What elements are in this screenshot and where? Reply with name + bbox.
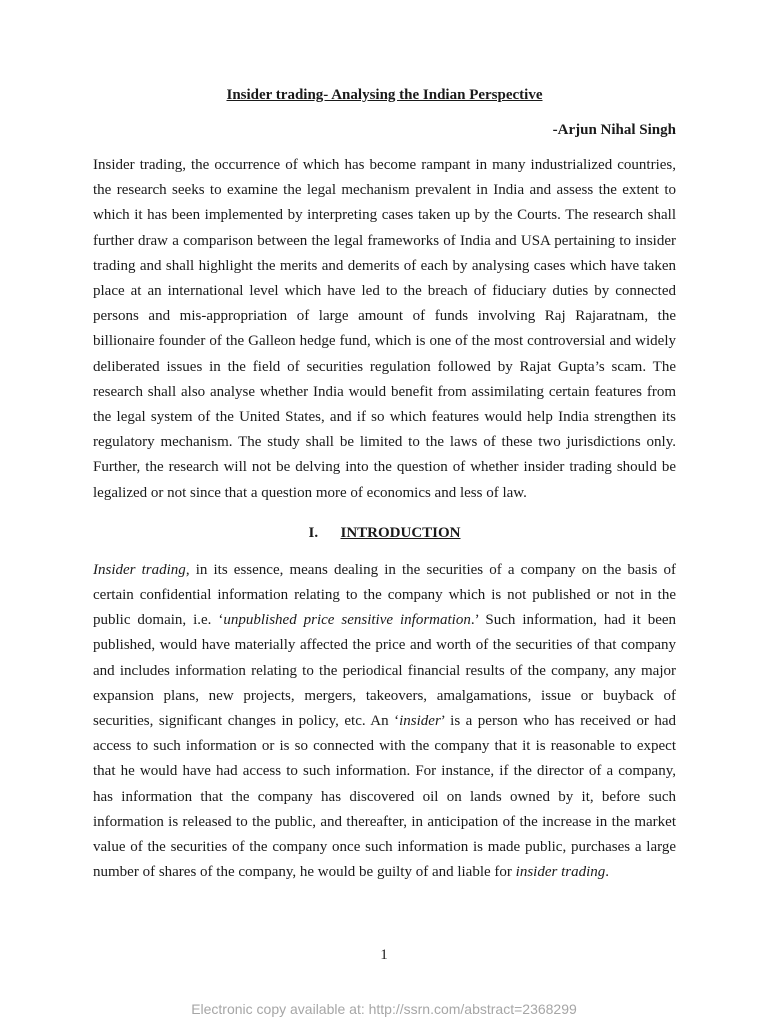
page-number: 1 [380,947,388,963]
document-page [93,84,676,885]
section-heading [93,522,676,544]
document-title: Insider trading- Analysing the Indian Perspective [226,87,543,103]
term-insider-trading-end: insider trading [515,864,606,881]
intro-text-part-4: . [605,864,610,881]
intro-text-part-3: ’ is a person who has received or had access to such information or is so connected with the company that it is reasonable to expect that he would have had access to such information. For instance, if the director of a company, has information that the company has discovered oil on lands owned by it, before such information is released to the public, and thereafter, in anticipation of the increase in the market value of the securities of the company once such information is made public, purchases a large number of shares of the company, he would be guilty of and liable for [93,713,676,881]
term-insider-trading: Insider trading [93,561,186,578]
term-upsi: unpublished price sensitive information [223,612,471,629]
intro-text-part-1: , in its essence, means dealing in the securities of a company on the basis of certain confidential information relating to the company which is not published or not in the public domain, i.e. ‘ [93,561,677,629]
term-insider: insider [399,713,441,730]
ssrn-footer: Electronic copy available at: http://ssrn.com/abstract=2368299 [191,1001,577,1017]
intro-text-part-2: .’ Such information, had it been published, would have materially affected the price and worth of the securities of that company and includes information relating to the periodical financial results of the company, any major expansion plans, new projects, mergers, takeovers, amalgamations, issue or buyback of securities, significant changes in policy, etc. An ‘ [93,612,677,730]
abstract-paragraph: Insider trading, the occurrence of which has become rampant in many industrialized countries, the research seeks to examine the legal mechanism prevalent in India and assess the extent to which it has been implemented by interpreting cases taken up by the Courts. The research shall further draw a comparison between the legal frameworks of India and USA pertaining to insider trading and shall highlight the merits and demerits of each by analysing cases which have taken place at an international level which have led to the breach of fiduciary duties by connected persons and mis-appropriation of large amount of funds involving Raj Rajaratnam, the billionaire founder of the Galleon hedge fund, which is one of the most controversial and widely deliberated issues in the field of securities regulation followed by Rajat Gupta’s scam. The research shall also analyse whether India would benefit from assimilating certain features from the legal system of the United States, and if so which features would help India strengthen its regulatory mechanism. The study shall be limited to the laws of these two jurisdictions only. Further, the research will not be delving into the question of whether insider trading should be legalized or not since that a question more of economics and less of law. [93,157,676,501]
document-author: -Arjun Nihal Singh [552,122,676,138]
introduction-paragraph [93,558,676,886]
section-title: INTRODUCTION [340,524,461,541]
section-number: I. [308,524,319,541]
